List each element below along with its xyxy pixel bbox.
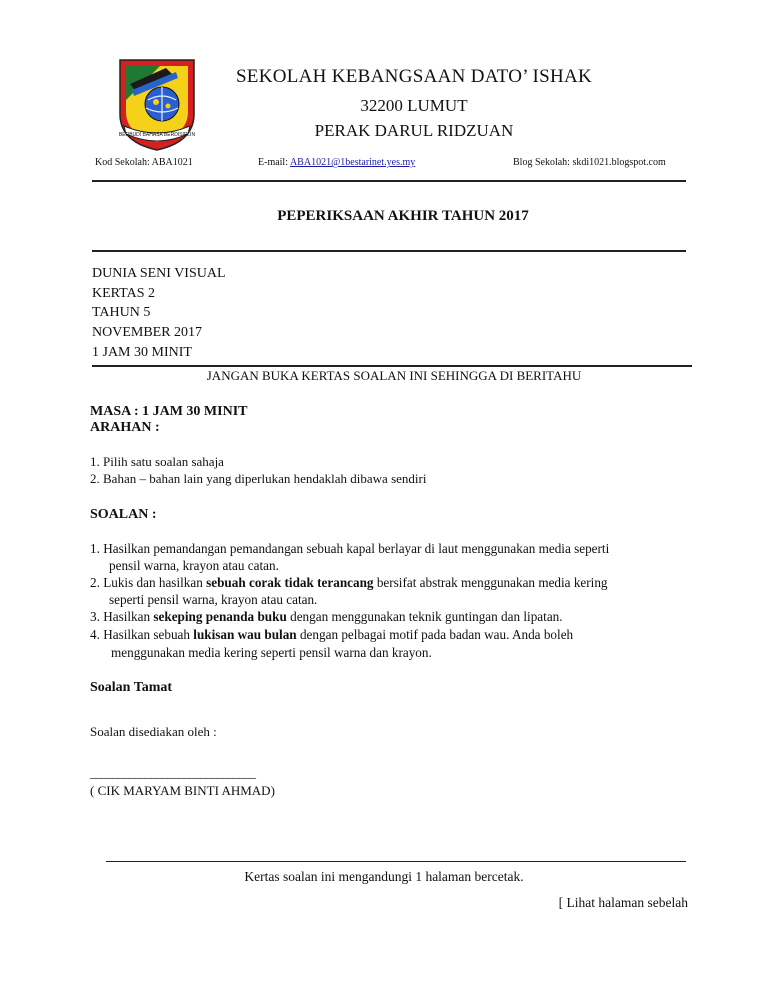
footer-divider (106, 861, 686, 862)
question-4-emphasis: lukisan wau bulan (193, 627, 297, 642)
crest-motto: BERBUDI BAHASA BERDISIPLIN (118, 132, 196, 138)
signature-line: ______________________________ (90, 765, 255, 780)
email-link[interactable]: ABA1021@1bestarinet.yes.my (289, 157, 416, 168)
question-4: 4. Hasilkan sebuah lukisan wau bulan dengan pelbagai motif pada badan wau. Anda boleh (90, 627, 574, 642)
prepared-by-label: Soalan disediakan oleh : (90, 724, 217, 739)
question-4-cont: menggunakan media kering seperti pensil warna dan krayon. (111, 645, 432, 660)
exam-month: NOVEMBER 2017 (92, 325, 203, 340)
instruction-item: 2. Bahan – bahan lain yang diperlukan hendaklah dibawa sendiri (90, 471, 427, 486)
header-divider (92, 180, 686, 182)
instructions-heading: ARAHAN : (90, 420, 160, 435)
year-level: TAHUN 5 (92, 305, 151, 320)
email-label: E-mail: (258, 157, 288, 168)
subject-name: DUNIA SENI VISUAL (92, 266, 226, 281)
question-1-cont: pensil warna, krayon atau catan. (109, 558, 279, 573)
exam-duration: 1 JAM 30 MINIT (92, 345, 192, 360)
school-name: SEKOLAH KEBANGSAAN DATO’ ISHAK (235, 66, 593, 87)
page-count-note: Kertas soalan ini mengandungi 1 halaman bercetak. (244, 869, 524, 884)
question-3: 3. Hasilkan sekeping penanda buku dengan menggunakan teknik guntingan dan lipatan. (90, 609, 563, 624)
school-blog: Blog Sekolah: skdi1021.blogspot.com (513, 157, 666, 168)
paper-number: KERTAS 2 (92, 286, 155, 301)
school-code: Kod Sekolah: ABA1021 (95, 157, 193, 168)
question-1: 1. Hasilkan pemandangan pemandangan sebuah kapal berlayar di laut menggunakan media seperti (90, 541, 610, 556)
question-2-emphasis: sebuah corak tidak terancang (206, 575, 374, 590)
question-2-cont: seperti pensil warna, krayon atau catan. (109, 592, 318, 607)
email-row (258, 157, 415, 168)
school-state: PERAK DARUL RIDZUAN (314, 121, 514, 140)
question-2: 2. Lukis dan hasilkan sebuah corak tidak terancang bersifat abstrak menggunakan media kering (90, 575, 608, 590)
questions-heading: SOALAN : (90, 507, 157, 522)
question-3-emphasis: sekeping penanda buku (153, 609, 287, 624)
exam-title: PEPERIKSAAN AKHIR TAHUN 2017 (277, 208, 529, 224)
do-not-open-warning: JANGAN BUKA KERTAS SOALAN INI SEHINGGA DI BERITAHU (206, 368, 582, 383)
info-divider (92, 365, 692, 367)
instruction-item: 1. Pilih satu soalan sahaja (90, 454, 224, 469)
next-page-note: [ Lihat halaman sebelah (558, 895, 688, 910)
school-postcode-city: 32200 LUMUT (360, 96, 468, 115)
teacher-name: ( CIK MARYAM BINTI AHMAD) (90, 783, 275, 798)
end-of-questions: Soalan Tamat (90, 680, 173, 695)
time-allowed: MASA : 1 JAM 30 MINIT (90, 404, 248, 419)
title-divider (92, 250, 686, 252)
